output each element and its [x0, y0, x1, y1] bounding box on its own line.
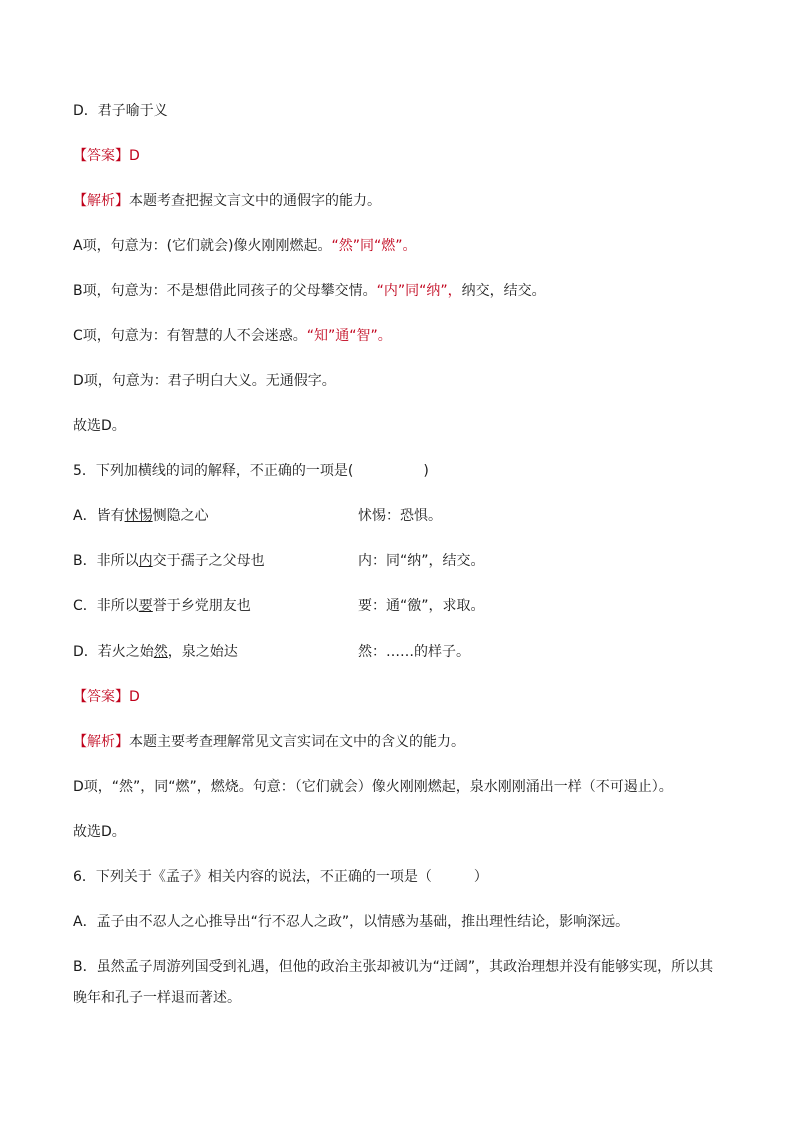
analysis-b-prefix: B项，句意为：不是想借此同孩子的父母攀交情。 — [73, 283, 377, 299]
q6-question: 6．下列关于《孟子》相关内容的说法，不正确的一项是（ ） — [73, 869, 488, 885]
underlined-word: 然 — [153, 644, 168, 660]
underlined-word: 内 — [138, 553, 153, 569]
answer-tag: 【答案】 — [73, 689, 129, 705]
q4-answer — [73, 146, 140, 166]
analysis-tag: 【解析】 — [73, 734, 129, 750]
q4-conclusion: 故选D。 — [73, 418, 126, 434]
analysis-tag: 【解析】 — [73, 193, 129, 209]
q5-option-a-explain: 怵惕：恐惧。 — [358, 508, 442, 524]
option-post: ，泉之始达 — [167, 644, 238, 660]
q6-option-a: A．孟子由不忍人之心推导出“行不忍人之政”，以情感为基础，推出理性结论，影响深远。 — [73, 914, 630, 930]
analysis-text: 本题考查把握文言文中的通假字的能力。 — [129, 193, 381, 209]
underlined-word: 要 — [138, 598, 153, 614]
q5-analysis — [73, 732, 465, 752]
q5-conclusion: 故选D。 — [73, 824, 126, 840]
option-post: 交于孺子之父母也 — [152, 553, 265, 569]
option-pre: A．皆有 — [73, 508, 125, 524]
analysis-text: 本题主要考查理解常见文言实词在文中的含义的能力。 — [129, 734, 465, 750]
q4-analysis — [73, 191, 381, 211]
answer-tag: 【答案】 — [73, 148, 129, 164]
analysis-c-prefix: C项，句意为：有智慧的人不会迷惑。 — [73, 328, 307, 344]
q6-option-b-line1: B．虽然孟子周游列国受到礼遇，但他的政治主张却被讥为“迂阔”，其政治理想并没有能够实现，所以其 — [73, 959, 714, 975]
q4-analysis-d: D项，句意为：君子明白大义。无通假字。 — [73, 373, 336, 389]
q5-answer — [73, 687, 140, 707]
q5-option-a — [73, 506, 209, 526]
q5-option-c-explain: 要：通“徼”，求取。 — [358, 598, 485, 614]
analysis-c-highlight: “知”通“智”。 — [306, 328, 392, 344]
q4-analysis-c — [73, 326, 392, 346]
analysis-a-prefix: A项，句意为：(它们就会)像火刚刚燃起。 — [73, 238, 332, 254]
q5-question: 5．下列加横线的词的解释，不正确的一项是( ) — [73, 463, 429, 479]
answer-value: D — [129, 689, 140, 705]
q4-analysis-a — [73, 236, 417, 256]
q5-option-b-explain: 内：同“纳”，结交。 — [358, 553, 485, 569]
option-post: 恻隐之心 — [152, 508, 209, 524]
q4-analysis-b — [73, 281, 546, 301]
q6-option-b-line2: 晚年和孔子一样退而著述。 — [73, 990, 241, 1006]
underlined-word: 怵惕 — [124, 508, 153, 524]
option-pre: B．非所以 — [73, 553, 139, 569]
q5-option-c — [73, 596, 251, 616]
analysis-b-highlight: “内”同“纳”， — [376, 283, 462, 299]
option-pre: D．若火之始 — [73, 644, 154, 660]
q5-analysis-d: D项，“然”，同“燃”，燃烧。句意：（它们就会）像火刚刚燃起，泉水刚刚涌出一样（不可遏止）。 — [73, 779, 673, 795]
option-pre: C．非所以 — [73, 598, 139, 614]
analysis-a-highlight: “然”同“燃”。 — [331, 238, 417, 254]
q5-option-b — [73, 551, 265, 571]
answer-value: D — [129, 148, 140, 164]
q5-option-d-explain: 然：……的样子。 — [358, 644, 470, 660]
q5-option-d — [73, 642, 238, 662]
option-post: 誉于乡党朋友也 — [152, 598, 251, 614]
analysis-b-suffix: 纳交，结交。 — [461, 283, 546, 299]
q4-option-d: D．君子喻于义 — [73, 103, 168, 119]
